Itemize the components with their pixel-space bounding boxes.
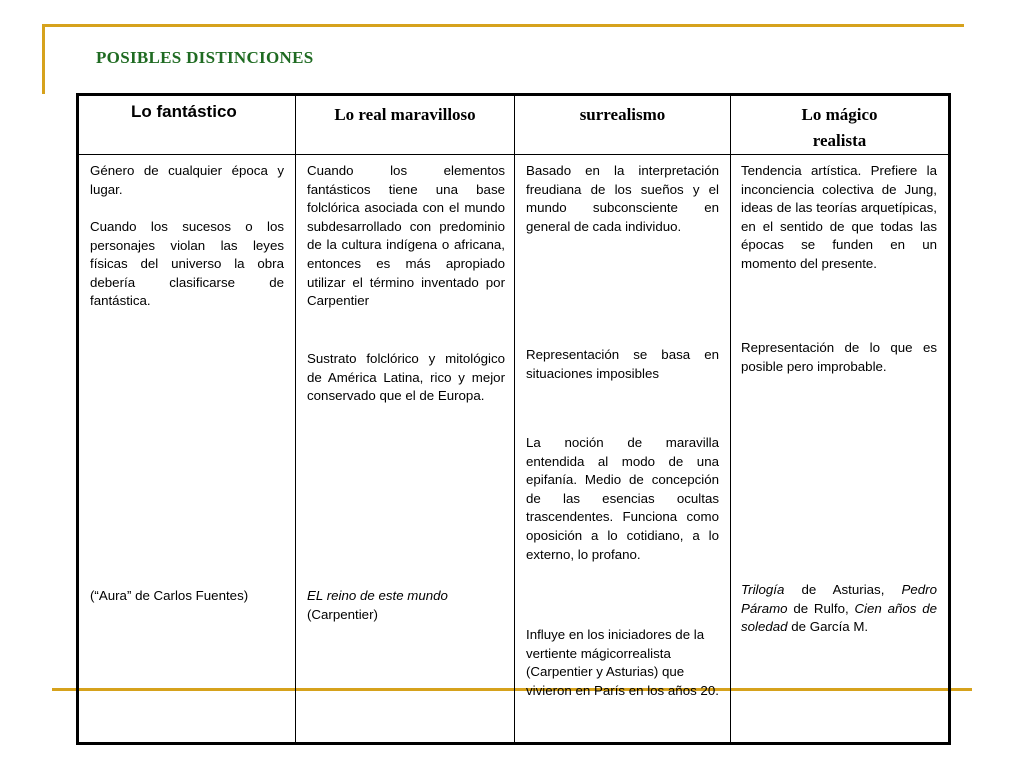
work-title: Pedro Páramo — [741, 582, 937, 616]
work-title: Trilogía — [741, 582, 785, 597]
paragraph: Cuando los sucesos o los personajes violan las leyes físicas del universo la obra debería clasificarse de fantástica. — [90, 219, 284, 309]
paragraph: Representación de lo que es posible pero improbable. — [741, 340, 937, 374]
work-title: EL reino de este mundo — [307, 588, 448, 603]
paragraph: Representación se basa en situaciones imposibles — [526, 347, 719, 381]
paragraph: La noción de maravilla entendida al modo de una epifanía. Medio de concepción de las esencias ocultas trascendentes. Funciona como oposición a lo cotidiano, a lo externo, lo profano. — [526, 435, 719, 562]
paragraph: Sustrato folclórico y mitológico de América Latina, rico y mejor conservado que el de Europa. — [307, 351, 505, 404]
paragraph: Género de cualquier época y lugar. — [90, 163, 284, 197]
cell-lo-magico-realista — [731, 155, 950, 744]
comparison-table — [76, 93, 951, 745]
table-header-row — [78, 95, 950, 155]
table-body-row — [78, 155, 950, 744]
slide-title: POSIBLES DISTINCIONES — [96, 48, 314, 67]
work-author: (Carpentier) — [307, 606, 378, 622]
citation-text: de Asturias, — [784, 582, 902, 597]
header-lo-magico-line2: realista — [812, 131, 867, 150]
cell-surrealismo — [515, 155, 731, 744]
decorative-left-rule — [42, 24, 45, 94]
paragraph: Basado en la interpretación freudiana de los sueños y el mundo subconsciente en general de cada individuo. — [526, 163, 719, 234]
citation-text: de García M. — [787, 619, 869, 635]
header-lo-real-maravilloso: Lo real maravilloso — [296, 95, 515, 155]
paragraph: Influye en los iniciadores de la vertiente mágicorrealista (Carpentier y Asturias) que vivieron en París en los años 20. — [526, 627, 719, 698]
header-lo-fantastico: Lo fantástico — [78, 95, 296, 155]
header-surrealismo: surrealismo — [515, 95, 731, 155]
header-lo-magico-line1: Lo mágico — [801, 105, 878, 124]
example-citation — [307, 587, 505, 624]
paragraph: Cuando los elementos fantásticos tiene una base folclórica asociada con el mundo subdesarrollado con predominio de la cultura indígena o africana, entonces es más apropiado utilizar el término inventado por Carpentier — [307, 163, 505, 309]
work-title: Cien años de soledad — [741, 600, 937, 635]
example-citation: (“Aura” de Carlos Fuentes) — [90, 588, 249, 603]
example-citation — [741, 581, 937, 637]
citation-text: de Rulfo, — [787, 600, 855, 616]
decorative-top-rule — [42, 24, 964, 27]
header-lo-magico-realista — [731, 95, 950, 155]
paragraph: Tendencia artística. Prefiere la inconciencia colectiva de Jung, ideas de las teorías arquetípicas, en el sentido de que todas las épocas se funden en un momento del presente. — [741, 163, 937, 271]
cell-lo-fantastico — [78, 155, 296, 744]
cell-lo-real-maravilloso — [296, 155, 515, 744]
